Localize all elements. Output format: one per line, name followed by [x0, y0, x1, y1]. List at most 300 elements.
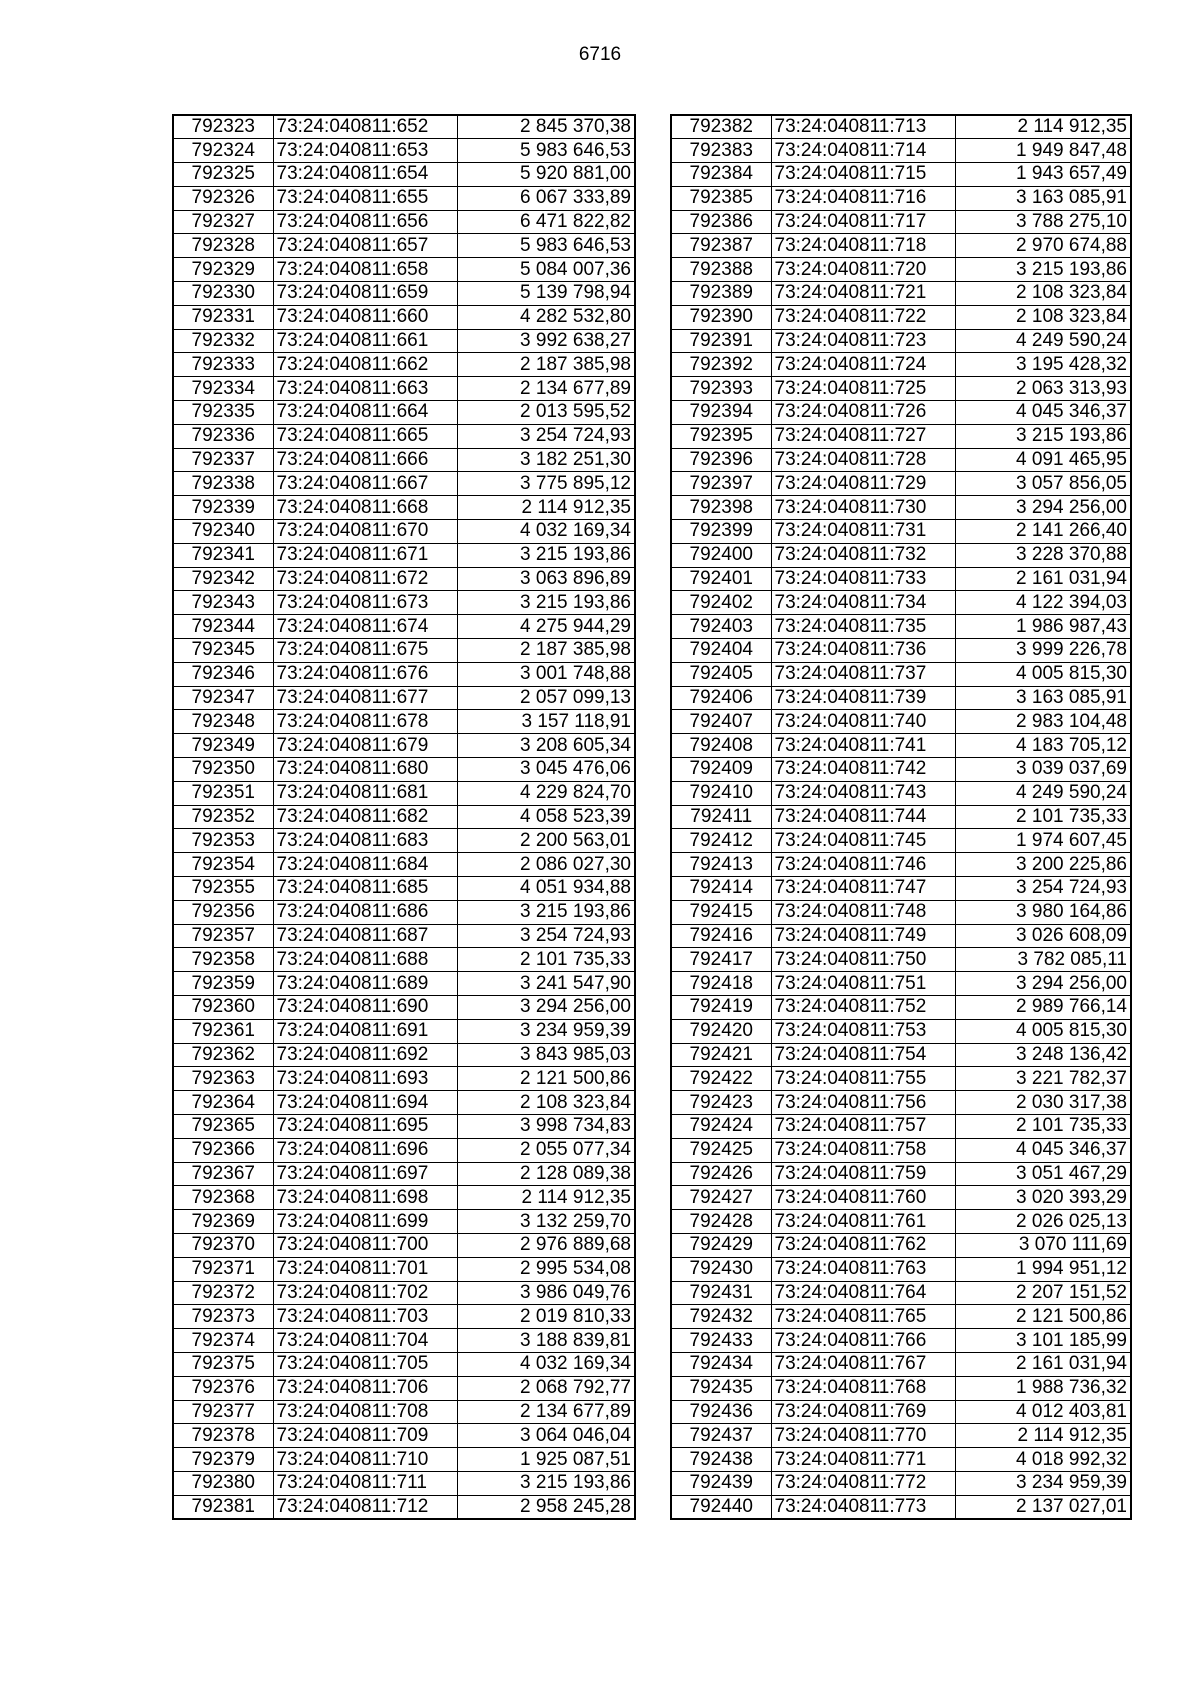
value-cell: 5 983 646,53 — [457, 234, 635, 258]
row-number-cell: 792348 — [173, 710, 273, 734]
table-row — [173, 1043, 635, 1067]
cadastral-number-cell: 73:24:040811:754 — [771, 1043, 955, 1067]
row-number-cell: 792411 — [671, 805, 771, 829]
row-number-cell: 792373 — [173, 1305, 273, 1329]
value-cell: 2 976 889,68 — [457, 1233, 635, 1257]
table-row — [671, 472, 1131, 496]
row-number-cell: 792414 — [671, 877, 771, 901]
row-number-cell: 792434 — [671, 1352, 771, 1376]
value-cell: 4 032 169,34 — [457, 1352, 635, 1376]
row-number-cell: 792350 — [173, 758, 273, 782]
row-number-cell: 792401 — [671, 567, 771, 591]
cadastral-number-cell: 73:24:040811:685 — [273, 877, 457, 901]
value-cell: 2 114 912,35 — [955, 115, 1131, 139]
value-cell: 2 114 912,35 — [457, 496, 635, 520]
value-cell: 1 943 657,49 — [955, 163, 1131, 187]
row-number-cell: 792439 — [671, 1471, 771, 1495]
value-cell: 4 012 403,81 — [955, 1400, 1131, 1424]
row-number-cell: 792329 — [173, 258, 273, 282]
cadastral-number-cell: 73:24:040811:772 — [771, 1471, 955, 1495]
table-row — [671, 710, 1131, 734]
cadastral-number-cell: 73:24:040811:704 — [273, 1329, 457, 1353]
row-number-cell: 792328 — [173, 234, 273, 258]
cadastral-number-cell: 73:24:040811:741 — [771, 734, 955, 758]
table-row — [173, 1210, 635, 1234]
value-cell: 3 992 638,27 — [457, 329, 635, 353]
value-cell: 3 221 782,37 — [955, 1067, 1131, 1091]
row-number-cell: 792352 — [173, 805, 273, 829]
cadastral-number-cell: 73:24:040811:656 — [273, 210, 457, 234]
table-row — [671, 805, 1131, 829]
value-cell: 3 215 193,86 — [457, 1471, 635, 1495]
cadastral-number-cell: 73:24:040811:755 — [771, 1067, 955, 1091]
row-number-cell: 792331 — [173, 305, 273, 329]
table-row — [671, 1257, 1131, 1281]
table-row — [173, 1352, 635, 1376]
row-number-cell: 792429 — [671, 1233, 771, 1257]
value-cell: 2 983 104,48 — [955, 710, 1131, 734]
row-number-cell: 792440 — [671, 1495, 771, 1519]
table-row — [671, 1281, 1131, 1305]
table-row — [671, 496, 1131, 520]
value-cell: 2 086 027,30 — [457, 853, 635, 877]
table-row — [671, 781, 1131, 805]
row-number-cell: 792399 — [671, 520, 771, 544]
cadastral-number-cell: 73:24:040811:668 — [273, 496, 457, 520]
row-number-cell: 792398 — [671, 496, 771, 520]
cadastral-number-cell: 73:24:040811:691 — [273, 1019, 457, 1043]
cadastral-number-cell: 73:24:040811:696 — [273, 1138, 457, 1162]
table-row — [671, 853, 1131, 877]
row-number-cell: 792349 — [173, 734, 273, 758]
table-row — [671, 139, 1131, 163]
cadastral-number-cell: 73:24:040811:737 — [771, 662, 955, 686]
value-cell: 4 058 523,39 — [457, 805, 635, 829]
row-number-cell: 792405 — [671, 662, 771, 686]
value-cell: 6 471 822,82 — [457, 210, 635, 234]
cadastral-number-cell: 73:24:040811:662 — [273, 353, 457, 377]
value-cell: 4 282 532,80 — [457, 305, 635, 329]
value-cell: 3 001 748,88 — [457, 662, 635, 686]
table-row — [671, 948, 1131, 972]
value-cell: 4 183 705,12 — [955, 734, 1131, 758]
cadastral-number-cell: 73:24:040811:727 — [771, 424, 955, 448]
row-number-cell: 792430 — [671, 1257, 771, 1281]
cadastral-number-cell: 73:24:040811:678 — [273, 710, 457, 734]
row-number-cell: 792366 — [173, 1138, 273, 1162]
row-number-cell: 792397 — [671, 472, 771, 496]
page-number: 6716 — [578, 44, 622, 65]
cadastral-number-cell: 73:24:040811:658 — [273, 258, 457, 282]
row-number-cell: 792358 — [173, 948, 273, 972]
row-number-cell: 792400 — [671, 543, 771, 567]
value-cell: 3 020 393,29 — [955, 1186, 1131, 1210]
cadastral-number-cell: 73:24:040811:759 — [771, 1162, 955, 1186]
table-row — [671, 1186, 1131, 1210]
value-cell: 3 254 724,93 — [457, 424, 635, 448]
value-cell: 2 161 031,94 — [955, 1352, 1131, 1376]
value-cell: 3 188 839,81 — [457, 1329, 635, 1353]
row-number-cell: 792438 — [671, 1448, 771, 1472]
value-cell: 2 101 735,33 — [955, 1114, 1131, 1138]
table-row — [671, 1091, 1131, 1115]
table-row — [173, 639, 635, 663]
cadastral-number-cell: 73:24:040811:711 — [273, 1471, 457, 1495]
value-cell: 3 208 605,34 — [457, 734, 635, 758]
value-cell: 2 026 025,13 — [955, 1210, 1131, 1234]
cadastral-number-cell: 73:24:040811:716 — [771, 186, 955, 210]
row-number-cell: 792357 — [173, 924, 273, 948]
cadastral-number-cell: 73:24:040811:769 — [771, 1400, 955, 1424]
row-number-cell: 792406 — [671, 686, 771, 710]
value-cell: 3 215 193,86 — [955, 424, 1131, 448]
cadastral-number-cell: 73:24:040811:682 — [273, 805, 457, 829]
value-cell: 3 200 225,86 — [955, 853, 1131, 877]
cadastral-number-cell: 73:24:040811:683 — [273, 829, 457, 853]
value-cell: 3 294 256,00 — [955, 972, 1131, 996]
table-row — [173, 734, 635, 758]
table-row — [671, 543, 1131, 567]
cadastral-number-cell: 73:24:040811:725 — [771, 377, 955, 401]
cadastral-number-cell: 73:24:040811:771 — [771, 1448, 955, 1472]
row-number-cell: 792428 — [671, 1210, 771, 1234]
cadastral-number-cell: 73:24:040811:730 — [771, 496, 955, 520]
table-row — [173, 186, 635, 210]
value-cell: 5 983 646,53 — [457, 139, 635, 163]
table-row — [173, 1091, 635, 1115]
cadastral-number-cell: 73:24:040811:765 — [771, 1305, 955, 1329]
value-cell: 3 782 085,11 — [955, 948, 1131, 972]
cadastral-number-cell: 73:24:040811:684 — [273, 853, 457, 877]
cadastral-number-cell: 73:24:040811:721 — [771, 282, 955, 306]
cadastral-number-cell: 73:24:040811:713 — [771, 115, 955, 139]
value-cell: 2 845 370,38 — [457, 115, 635, 139]
table-row — [173, 686, 635, 710]
table-row — [173, 1400, 635, 1424]
table-row — [671, 900, 1131, 924]
table-row — [173, 496, 635, 520]
row-number-cell: 792418 — [671, 972, 771, 996]
row-number-cell: 792330 — [173, 282, 273, 306]
cadastral-number-cell: 73:24:040811:732 — [771, 543, 955, 567]
cadastral-number-cell: 73:24:040811:735 — [771, 615, 955, 639]
value-cell: 2 101 735,33 — [955, 805, 1131, 829]
value-cell: 5 084 007,36 — [457, 258, 635, 282]
value-cell: 3 999 226,78 — [955, 639, 1131, 663]
row-number-cell: 792353 — [173, 829, 273, 853]
cadastral-number-cell: 73:24:040811:715 — [771, 163, 955, 187]
cadastral-number-cell: 73:24:040811:766 — [771, 1329, 955, 1353]
value-cell: 2 134 677,89 — [457, 377, 635, 401]
row-number-cell: 792415 — [671, 900, 771, 924]
cadastral-number-cell: 73:24:040811:699 — [273, 1210, 457, 1234]
table-row — [671, 1376, 1131, 1400]
cadastral-number-cell: 73:24:040811:673 — [273, 591, 457, 615]
row-number-cell: 792382 — [671, 115, 771, 139]
cadastral-number-cell: 73:24:040811:714 — [771, 139, 955, 163]
row-number-cell: 792403 — [671, 615, 771, 639]
value-cell: 4 005 815,30 — [955, 662, 1131, 686]
row-number-cell: 792367 — [173, 1162, 273, 1186]
cadastral-number-cell: 73:24:040811:753 — [771, 1019, 955, 1043]
cadastral-number-cell: 73:24:040811:674 — [273, 615, 457, 639]
table-row — [671, 1352, 1131, 1376]
table-row — [173, 472, 635, 496]
cadastral-number-cell: 73:24:040811:700 — [273, 1233, 457, 1257]
value-cell: 1 988 736,32 — [955, 1376, 1131, 1400]
row-number-cell: 792422 — [671, 1067, 771, 1091]
cadastral-number-cell: 73:24:040811:690 — [273, 995, 457, 1019]
row-number-cell: 792359 — [173, 972, 273, 996]
value-cell: 5 920 881,00 — [457, 163, 635, 187]
value-cell: 2 068 792,77 — [457, 1376, 635, 1400]
row-number-cell: 792417 — [671, 948, 771, 972]
table-row — [173, 900, 635, 924]
table-row — [173, 1495, 635, 1519]
value-cell: 3 157 118,91 — [457, 710, 635, 734]
table-row — [671, 662, 1131, 686]
cadastral-number-cell: 73:24:040811:757 — [771, 1114, 955, 1138]
value-cell: 2 055 077,34 — [457, 1138, 635, 1162]
value-cell: 1 949 847,48 — [955, 139, 1131, 163]
row-number-cell: 792426 — [671, 1162, 771, 1186]
cadastral-number-cell: 73:24:040811:657 — [273, 234, 457, 258]
cadastral-number-cell: 73:24:040811:752 — [771, 995, 955, 1019]
row-number-cell: 792339 — [173, 496, 273, 520]
cadastral-number-cell: 73:24:040811:675 — [273, 639, 457, 663]
row-number-cell: 792345 — [173, 639, 273, 663]
row-number-cell: 792324 — [173, 139, 273, 163]
cadastral-number-cell: 73:24:040811:652 — [273, 115, 457, 139]
cadastral-number-cell: 73:24:040811:661 — [273, 329, 457, 353]
row-number-cell: 792437 — [671, 1424, 771, 1448]
row-number-cell: 792402 — [671, 591, 771, 615]
value-cell: 3 248 136,42 — [955, 1043, 1131, 1067]
cadastral-number-cell: 73:24:040811:706 — [273, 1376, 457, 1400]
table-row — [173, 305, 635, 329]
table-row — [173, 829, 635, 853]
cadastral-number-cell: 73:24:040811:660 — [273, 305, 457, 329]
value-cell: 4 122 394,03 — [955, 591, 1131, 615]
value-cell: 3 026 608,09 — [955, 924, 1131, 948]
value-cell: 3 132 259,70 — [457, 1210, 635, 1234]
row-number-cell: 792416 — [671, 924, 771, 948]
table-row — [173, 1471, 635, 1495]
table-row — [671, 567, 1131, 591]
table-row — [173, 662, 635, 686]
row-number-cell: 792387 — [671, 234, 771, 258]
row-number-cell: 792333 — [173, 353, 273, 377]
cadastral-number-cell: 73:24:040811:688 — [273, 948, 457, 972]
value-cell: 3 051 467,29 — [955, 1162, 1131, 1186]
row-number-cell: 792391 — [671, 329, 771, 353]
row-number-cell: 792379 — [173, 1448, 273, 1472]
data-table-right — [670, 114, 1132, 1520]
row-number-cell: 792325 — [173, 163, 273, 187]
row-number-cell: 792384 — [671, 163, 771, 187]
cadastral-number-cell: 73:24:040811:698 — [273, 1186, 457, 1210]
cadastral-number-cell: 73:24:040811:750 — [771, 948, 955, 972]
row-number-cell: 792396 — [671, 448, 771, 472]
table-row — [173, 1186, 635, 1210]
value-cell: 3 775 895,12 — [457, 472, 635, 496]
cadastral-number-cell: 73:24:040811:749 — [771, 924, 955, 948]
value-cell: 2 187 385,98 — [457, 353, 635, 377]
table-row — [173, 924, 635, 948]
cadastral-number-cell: 73:24:040811:722 — [771, 305, 955, 329]
row-number-cell: 792344 — [173, 615, 273, 639]
row-number-cell: 792431 — [671, 1281, 771, 1305]
table-row — [671, 329, 1131, 353]
value-cell: 2 108 323,84 — [955, 305, 1131, 329]
table-row — [173, 1329, 635, 1353]
cadastral-number-cell: 73:24:040811:728 — [771, 448, 955, 472]
row-number-cell: 792362 — [173, 1043, 273, 1067]
table-row — [173, 853, 635, 877]
cadastral-number-cell: 73:24:040811:709 — [273, 1424, 457, 1448]
table-row — [173, 115, 635, 139]
row-number-cell: 792389 — [671, 282, 771, 306]
table-row — [671, 734, 1131, 758]
row-number-cell: 792375 — [173, 1352, 273, 1376]
table-row — [671, 1138, 1131, 1162]
value-cell: 2 200 563,01 — [457, 829, 635, 853]
table-row — [671, 353, 1131, 377]
cadastral-number-cell: 73:24:040811:724 — [771, 353, 955, 377]
cadastral-number-cell: 73:24:040811:720 — [771, 258, 955, 282]
value-cell: 3 215 193,86 — [955, 258, 1131, 282]
table-row — [671, 163, 1131, 187]
value-cell: 2 995 534,08 — [457, 1257, 635, 1281]
value-cell: 5 139 798,94 — [457, 282, 635, 306]
cadastral-number-cell: 73:24:040811:756 — [771, 1091, 955, 1115]
cadastral-number-cell: 73:24:040811:679 — [273, 734, 457, 758]
value-cell: 3 101 185,99 — [955, 1329, 1131, 1353]
table-row — [671, 305, 1131, 329]
value-cell: 1 974 607,45 — [955, 829, 1131, 853]
table-row — [173, 210, 635, 234]
row-number-cell: 792432 — [671, 1305, 771, 1329]
value-cell: 2 114 912,35 — [457, 1186, 635, 1210]
cadastral-number-cell: 73:24:040811:723 — [771, 329, 955, 353]
cadastral-number-cell: 73:24:040811:703 — [273, 1305, 457, 1329]
cadastral-number-cell: 73:24:040811:695 — [273, 1114, 457, 1138]
value-cell: 3 234 959,39 — [955, 1471, 1131, 1495]
row-number-cell: 792323 — [173, 115, 273, 139]
cadastral-number-cell: 73:24:040811:761 — [771, 1210, 955, 1234]
table-row — [671, 1210, 1131, 1234]
value-cell: 3 254 724,93 — [457, 924, 635, 948]
row-number-cell: 792378 — [173, 1424, 273, 1448]
value-cell: 3 980 164,86 — [955, 900, 1131, 924]
row-number-cell: 792421 — [671, 1043, 771, 1067]
value-cell: 3 163 085,91 — [955, 186, 1131, 210]
row-number-cell: 792364 — [173, 1091, 273, 1115]
row-number-cell: 792427 — [671, 1186, 771, 1210]
table-row — [671, 591, 1131, 615]
cadastral-number-cell: 73:24:040811:744 — [771, 805, 955, 829]
value-cell: 2 063 313,93 — [955, 377, 1131, 401]
row-number-cell: 792363 — [173, 1067, 273, 1091]
row-number-cell: 792410 — [671, 781, 771, 805]
value-cell: 2 013 595,52 — [457, 401, 635, 425]
row-number-cell: 792342 — [173, 567, 273, 591]
cadastral-number-cell: 73:24:040811:746 — [771, 853, 955, 877]
row-number-cell: 792346 — [173, 662, 273, 686]
row-number-cell: 792343 — [173, 591, 273, 615]
value-cell: 3 215 193,86 — [457, 543, 635, 567]
cadastral-number-cell: 73:24:040811:710 — [273, 1448, 457, 1472]
cadastral-number-cell: 73:24:040811:659 — [273, 282, 457, 306]
table-row — [173, 615, 635, 639]
cadastral-number-cell: 73:24:040811:655 — [273, 186, 457, 210]
row-number-cell: 792435 — [671, 1376, 771, 1400]
table-row — [173, 520, 635, 544]
row-number-cell: 792335 — [173, 401, 273, 425]
cadastral-number-cell: 73:24:040811:763 — [771, 1257, 955, 1281]
value-cell: 2 128 089,38 — [457, 1162, 635, 1186]
cadastral-number-cell: 73:24:040811:705 — [273, 1352, 457, 1376]
cadastral-number-cell: 73:24:040811:726 — [771, 401, 955, 425]
value-cell: 3 294 256,00 — [457, 995, 635, 1019]
cadastral-number-cell: 73:24:040811:680 — [273, 758, 457, 782]
value-cell: 3 234 959,39 — [457, 1019, 635, 1043]
value-cell: 2 019 810,33 — [457, 1305, 635, 1329]
table-row — [671, 1400, 1131, 1424]
row-number-cell: 792356 — [173, 900, 273, 924]
value-cell: 1 986 987,43 — [955, 615, 1131, 639]
table-row — [671, 1019, 1131, 1043]
cadastral-number-cell: 73:24:040811:743 — [771, 781, 955, 805]
row-number-cell: 792326 — [173, 186, 273, 210]
row-number-cell: 792395 — [671, 424, 771, 448]
cadastral-number-cell: 73:24:040811:681 — [273, 781, 457, 805]
table-row — [173, 353, 635, 377]
table-row — [173, 1281, 635, 1305]
cadastral-number-cell: 73:24:040811:745 — [771, 829, 955, 853]
row-number-cell: 792419 — [671, 995, 771, 1019]
cadastral-number-cell: 73:24:040811:686 — [273, 900, 457, 924]
row-number-cell: 792380 — [173, 1471, 273, 1495]
cadastral-number-cell: 73:24:040811:693 — [273, 1067, 457, 1091]
value-cell: 2 141 266,40 — [955, 520, 1131, 544]
value-cell: 3 986 049,76 — [457, 1281, 635, 1305]
table-row — [173, 995, 635, 1019]
cadastral-number-cell: 73:24:040811:666 — [273, 448, 457, 472]
table-row — [671, 1162, 1131, 1186]
row-number-cell: 792386 — [671, 210, 771, 234]
table-row — [173, 234, 635, 258]
value-cell: 3 215 193,86 — [457, 900, 635, 924]
table-row — [173, 972, 635, 996]
table-row — [671, 448, 1131, 472]
cadastral-number-cell: 73:24:040811:654 — [273, 163, 457, 187]
table-row — [173, 401, 635, 425]
table-row — [671, 520, 1131, 544]
table-row — [671, 972, 1131, 996]
table-row — [671, 877, 1131, 901]
value-cell: 2 187 385,98 — [457, 639, 635, 663]
cadastral-number-cell: 73:24:040811:665 — [273, 424, 457, 448]
cadastral-number-cell: 73:24:040811:667 — [273, 472, 457, 496]
cadastral-number-cell: 73:24:040811:692 — [273, 1043, 457, 1067]
table-row — [671, 1067, 1131, 1091]
table-row — [173, 1424, 635, 1448]
value-cell: 2 970 674,88 — [955, 234, 1131, 258]
cadastral-number-cell: 73:24:040811:736 — [771, 639, 955, 663]
row-number-cell: 792390 — [671, 305, 771, 329]
table-row — [173, 258, 635, 282]
